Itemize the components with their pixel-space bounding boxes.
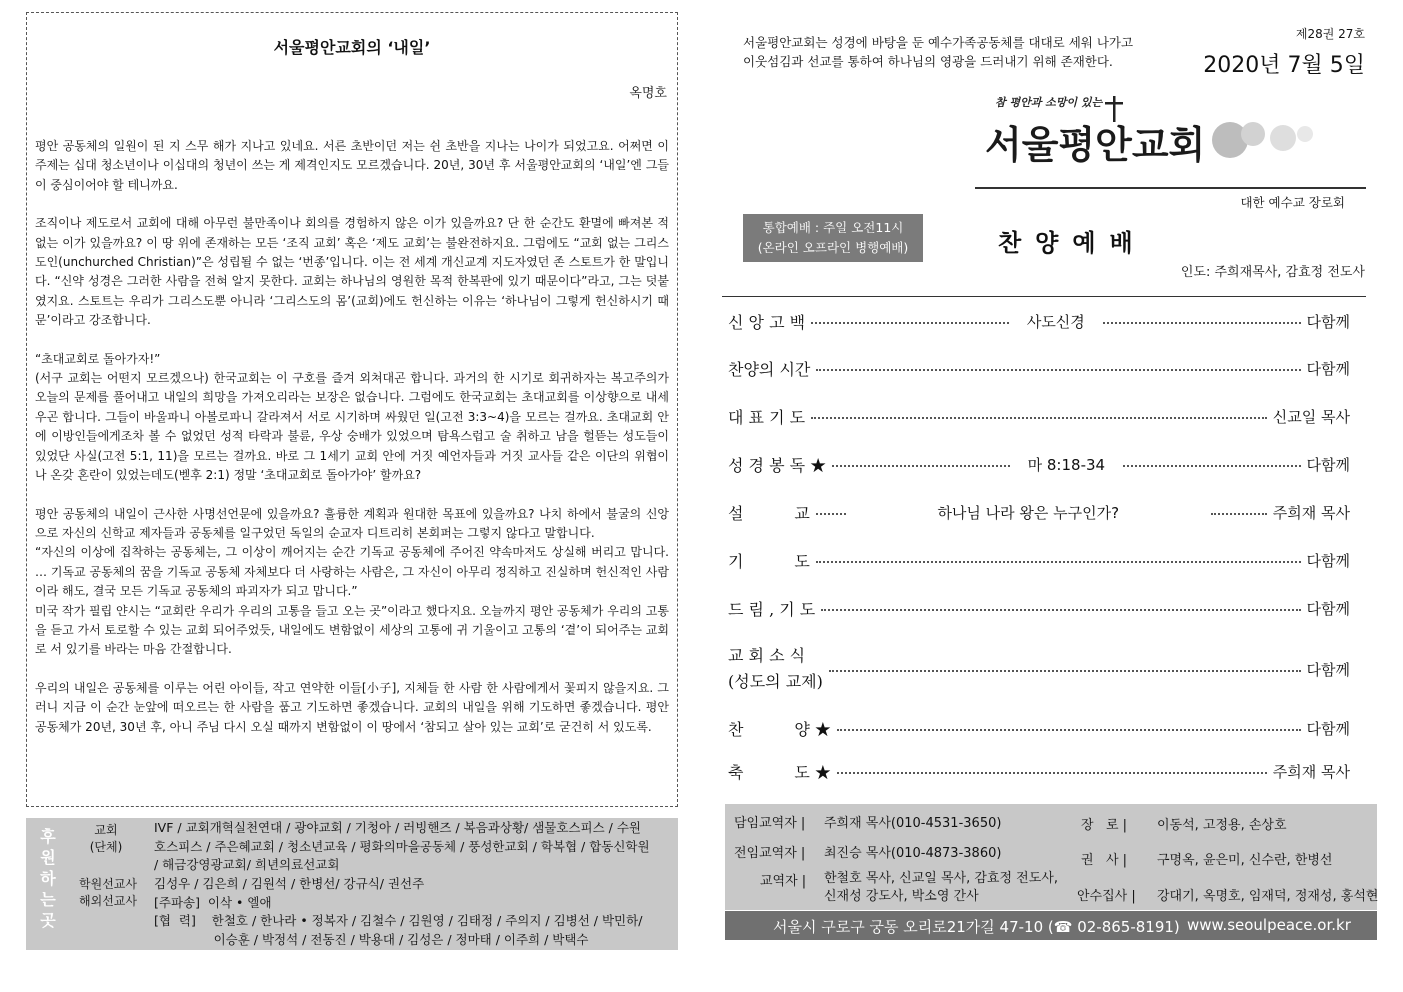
article-box [26,12,678,807]
order-name: 찬양의 시간 [728,359,811,379]
staff-value: 최진승 목사(010-4873-3860) [824,846,1002,861]
order-row [728,500,1350,524]
order-row [728,309,1350,333]
order-who: 다함께 [1306,719,1350,738]
staff-value: 주희재 목사(010-4531-3650) [824,816,1002,831]
header-rule [975,187,1366,189]
dot-leader [821,609,1300,611]
order-name: 설 교 [728,503,810,523]
article-author: 옥명호 [629,86,667,101]
order-row [728,356,1350,380]
staff-value: 강대기, 옥명호, 임재덕, 정재성, 홍석현 [1157,889,1379,904]
dot-leader [811,417,1267,419]
order-row [728,596,1350,620]
order-name: 대 표 기 도 [728,407,806,427]
order-name-block [728,643,823,695]
mission-statement [743,33,1133,71]
staff-label: 전임교역자 | [734,846,806,861]
staff-label: 장 로 | [1081,818,1128,833]
order-who: 다함께 [1306,312,1351,331]
bulletin-date: 2020년 7월 5일 [1203,53,1365,78]
dot-leader [1103,322,1301,324]
order-name: 드 림 , 기 도 [728,599,816,619]
staff-label: 교역자 | [760,874,807,889]
order-row [728,404,1350,428]
logo-tagline: 참 평안과 소망이 있는 [995,96,1103,109]
order-row [728,644,1350,694]
article-paragraph: (서구 교회는 어떤지 모르겠으나) 한국교회는 이 구호를 즐겨 외쳐대곤 합니다. 과거의 한 시기로 회귀하자는 복고주의가 오늘의 문제를 풀어내고 내일의 희망을 가져오리라는 보장은 없습니다. 그럼에도 한국교회는 초대교회를 이상향으로 내세우곤 합니다. 그들이 바울파니 아볼로파니 갈라져서 서로 시기하며 싸웠던 일(고전 3:3~4)을 모르는 걸까요. 초대교회 안에 이방인들에게조차 볼 수 없었던 성적 타락과 불륜, 우상 숭배가 있었으며 탐욕스럽고 술 취하고 남을 헐뜯는 성도들이 있었단 사실(고전 5:1, 11)을 모르는 걸까요. 바로 그 1세기 교회 안에 거짓 예언자들과 거짓 교사들 같은 이단의 위협이나 온갖 혼란이 있었는데도(벧후 2:1) 정말 ‘초대교회로 돌아가야’ 할까요? [35,371,669,483]
support-box [26,818,678,950]
order-middle: 마 8:18-34 [1027,455,1106,474]
order-rule [722,296,1366,297]
order-name: 교 회 소 식 [728,646,806,665]
support-church-list: IVF / 교회개혁실천연대 / 광야교회 / 기청아 / 러빙핸즈 / 복음과상황/ 샘물호스피스 / 수원 호스피스 / 주은혜교회 / 청소년교육 / 평화의마을공동체 / 풍성한교회 / 학복협 / 합동신학원 / 해금강영광교회/ 희년의료선교회 [154,820,650,872]
mission-line: 이웃섬김과 선교를 통하여 하나님의 영광을 드러내기 위해 존재한다. [743,54,1113,69]
staff-value: 이동석, 고정용, 손상호 [1157,818,1287,833]
dot-leader [816,513,846,515]
volume-number: 제28권 27호 [1295,27,1365,41]
mission-line: 서울평안교회는 성경에 바탕을 둔 예수가족공동체를 대대로 세워 나가고 [743,35,1134,50]
staff-label: 담임교역자 | [734,816,806,831]
order-name: 축 도 ★ [728,762,831,782]
order-middle: 사도신경 [1026,312,1085,331]
support-label: 후원하는곳 [40,827,56,930]
footer-bar [725,911,1377,940]
staff-value: 구명옥, 윤은미, 신수란, 한병선 [1157,853,1333,868]
support-missionary-label: 학원선교사 해외선교사 [79,877,137,908]
order-who: 다함께 [1306,660,1350,679]
order-row [728,716,1350,740]
order-who: 다함께 [1306,455,1351,474]
order-row [728,548,1350,572]
order-row [728,452,1350,476]
denomination: 대한 예수교 장로회 [1240,195,1345,210]
notice-line: (온라인 오프라인 병행예배) [757,240,909,255]
order-who: 다함께 [1306,599,1350,618]
staff-value: 한철호 목사, 신교일 목사, 감효정 전도사, 신재성 강도사, 박소영 간사 [824,871,1058,904]
service-leader: 인도: 주희재목사, 감효정 전도사 [1180,265,1365,280]
order-who: 다함께 [1306,359,1350,378]
order-who: 주희재 목사 [1272,503,1350,522]
article-body [35,137,669,737]
dot-leader [811,322,1009,324]
notice-line: 통합예배 : 주일 오전11시 [762,220,904,235]
logo-name: 서울평안교회 [985,123,1206,167]
order-name: 신 앙 고 백 [728,312,806,332]
order-name: 찬 양 ★ [728,719,831,739]
service-title: 찬양예배 [998,228,1147,257]
dot-leader [829,670,1301,672]
staff-label: 안수집사 | [1077,889,1136,904]
article-paragraph: “초대교회로 돌아가자!” [35,351,161,366]
order-who: 신교일 목사 [1272,407,1350,426]
order-who: 주희재 목사 [1272,762,1350,781]
order-row [728,759,1350,783]
article-paragraph: 미국 작가 필립 얀시는 “교회란 우리가 우리의 고통을 들고 오는 곳”이라고 했다지요. 오늘까지 평안 공동체가 우리의 고통을 듣고 가서 토로할 수 있는 교회 되어주었듯, 내일에도 변함없이 세상의 고통에 귀 기울이고 고통의 ‘곁’이 되어주는 교회로 서 있기를 바라는 마음 간절합니다. [35,603,669,657]
dot-leader [837,772,1267,774]
article-title: 서울평안교회의 ‘내일’ [273,38,431,57]
dot-leader [832,465,1009,467]
dot-leader [1123,465,1300,467]
article-quote: “자신의 이상에 집착하는 공동체는, 그 이상이 깨어지는 순간 기독교 공동체에 주어진 약속마저도 상실해 버리고 맙니다. … 기독교 공동체의 꿈을 기독교 공동체 자체보다 더 사랑하는 사람은, 그 자신이 아무리 정직하고 진실하며 헌신적인 사람이라 해도, 결국 모든 기독교 공동체의 파괴자가 되고 맙니다.” [35,545,669,599]
church-logo [985,92,1315,174]
order-name-sub: (성도의 교제) [728,672,823,691]
order-name: 기 도 [728,551,810,571]
footer-address: 서울시 구로구 궁동 오리로21가길 47-10 (☎ 02-865-8191) [773,918,1180,936]
article-paragraph: 조직이나 제도로서 교회에 대해 아무런 불만족이나 회의를 경험하지 않은 이가 있을까요? 단 한 순간도 환멸에 빠져본 적 없는 이가 있을까요? 이 땅 위에 존재하는 모든 ‘조직 교회’ 혹은 ‘제도 교회’는 불완전하지요. 그럼에도 “교회 없는 그리스도인(unchurched Christian)”은 성립될 수 없는 ‘번종’입니다. 이는 전 세계 개신교계 지도자였던 존 스토트가 한 말입니다. “신약 성경은 그러한 사람을 전혀 알지 못한다. 교회는 하나님의 영원한 목적 한복판에 있기 때문이다”라고, 그는 덧붙였지요. 스토트는 우리가 그리스도뿐 아니라 ‘그리스도의 몸’(교회)에도 헌신하는 이유는 ‘하나님이 그렇게 헌신하시기 때문’이라고 강조합니다. [35,216,669,328]
support-church-label: 교회 (단체) [89,823,123,854]
dot-leader [1211,513,1267,515]
staff-box [725,804,1377,910]
order-who: 다함께 [1306,551,1350,570]
order-middle: 하나님 나라 왕은 누구인가? [937,503,1120,522]
order-name: 성 경 봉 독 ★ [728,455,827,475]
support-missionary-list: 김성우 / 김은희 / 김원석 / 한병선/ 강규식/ 권선주 [주파송] 이삭 • 엘애 [협 력] 한철호 / 한나라 • 정복자 / 김철수 / 김원영 / 김태정 / 주의지 / 김병선 / 박민하/ 이승훈 / 박정석 / 전동진 / 박용대 / 김성은 / 정마태 / 이주희 / 박택수 [154,876,643,947]
article-paragraph: 평안 공동체의 내일이 근사한 사명선언문에 있을까요? 훌륭한 계획과 원대한 목표에 있을까요? 나치 하에서 불굴의 신앙으로 자신의 신학교 제자들과 공동체를 일구었던 독일의 순교자 디트리히 본회퍼는 그렇지 않다고 말합니다. [35,506,669,540]
article-paragraph: 우리의 내일은 공동체를 이루는 어린 아이들, 작고 연약한 이들[小子], 지체들 한 사람 한 사람에게서 꽃피지 않을지요. 그러니 지금 이 순간 눈앞에 떠오르는 한 사람을 품고 기도하면 좋겠습니다. 교회의 내일을 위해 기도하면 좋겠습니다. 평안 공동체가 20년, 30년 후, 아니 주님 다시 오실 때까지 변함없이 이 땅에서 ‘참되고 살아 있는 교회’로 굳건히 서 있도록. [35,680,669,734]
staff-label: 권 사 | [1081,853,1128,868]
dot-leader [837,729,1301,731]
dot-leader [816,369,1300,371]
service-notice [743,214,923,262]
footer-website[interactable]: www.seoulpeace.or.kr [1187,916,1351,934]
dot-leader [816,561,1301,563]
article-paragraph: 평안 공동체의 일원이 된 지 스무 해가 지나고 있네요. 서른 초반이던 저는 쉰 초반을 지나는 나이가 되었고요. 어쩌면 이 주제는 십대 청소년이나 이십대의 청년이 쓰는 게 제격인지도 모르겠습니다. 20년, 30년 후 서울평안교회의 ‘내일’엔 그들이 중심이어야 할 테니까요. [35,139,669,192]
